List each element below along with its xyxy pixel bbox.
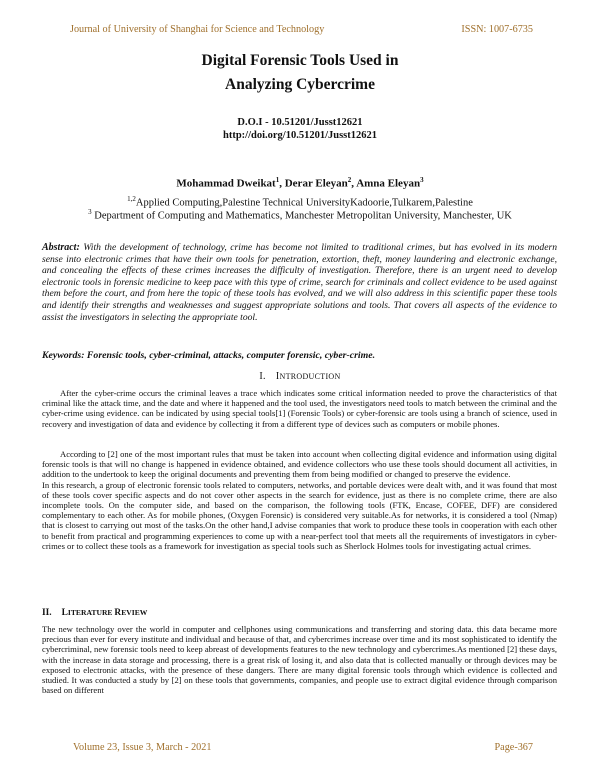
author-list: Mohammad Dweikat$^1$, Derar Eleyan$^2$, Amna Eleyan$^3$ <box>176 176 424 190</box>
abstract <box>42 242 557 323</box>
intro-paragraph-2 <box>42 449 557 551</box>
section-cap2: R <box>114 608 122 618</box>
section-number: II. <box>42 608 52 618</box>
volume-info: Volume 23, Issue 3, March - 2021 <box>73 742 212 753</box>
author-name: Mohammad Dweikat <box>176 177 276 190</box>
section-cap: L <box>61 608 68 618</box>
affiliation-text: Applied Computing,Palestine Technical UniversityKadoorie,Tulkarem,Palestine <box>135 197 473 209</box>
intro-paragraph-2b: In this research, a group of electronic forensic tools related to computers, networks, and portable devices were dealt with, and it was found that most of these tools cover specific aspects and do not cover other aspects in the search for evidence, just as there is no complete crime, there are also incomplete tools. On the computer side, and based on the comparison, the following tools (FTK, Encase, COFEE, DFF) are considered complementary to each other. As for mobile phones, (Oxygen Forensic) is considered very suitable.As for networks, it is considered a tool (Nmap) that is closest to carrying out most of the tasks.On the other hand,I advise companies that work to produce these tools in cooperation with each other to benefit from practical and programming experiences to come up with a near-perfect tool that meets all the requirements of investigators in cyber-crimes or to collect these tools as a framework for investigation as special tools such as Sherlock Holmes tools for investigating actual crimes. <box>42 479 557 551</box>
author-name: Derar Eleyan <box>284 177 348 190</box>
section-heading-literature-review <box>42 608 147 618</box>
affiliation-sup: 1,2 <box>127 195 136 203</box>
doi-id: D.O.I - 10.51201/Jusst12621 <box>237 117 363 128</box>
issn: ISSN: 1007-6735 <box>461 24 533 35</box>
section-heading-introduction <box>0 371 600 382</box>
intro-paragraph-2a: According to [2] one of the most important rules that must be taken into account when collecting digital evidence and information using digital forensic tools is that will no change is happened in evidence obtained, and evidence collectors who use these tools should document all activities, in addition to the undertook to keep the original documents and preventing them from being modified or changed to preserve the evidence. <box>42 449 557 480</box>
abstract-text: With the development of technology, crime has become not limited to traditional crimes, but has evolved in its modern sense into electronic crimes that have their own tools for penetration, extortion, theft, money laundering and electronic exchange, and concealing the effects of these crimes increases the difficulty of investigation. Therefore, there is an urgent need to develop electronic tools in forensic medicine to keep pace with this type of crime, search for criminals and collect evidence to be used against them before the court, and from here the topic of these tools has evolved, and we will also address in this scientific paper these tools and identify their strengths and weaknesses and suggest appropriate solutions and tools. That covers all aspects of the evidence to assist the investigators in selecting the appropriate tool. <box>42 242 558 323</box>
page-number: Page-367 <box>494 742 533 753</box>
paper-title-line2: Analyzing Cybercrime <box>225 76 375 93</box>
intro-paragraph-1: After the cyber-crime occurs the criminal leaves a trace which indicates some critical information needed to prove the characteristics of that criminal like the attack time, and the date and where it happened and the tool used, the investigators need tools to match between the criminal and the cyber-crime using evidence. can be indicated by using special tools[1] (Forensic Tools) or cyber-forensic are tools using a branch of science, used in recovery and investigation of data and evidence by collecting it from a different type of devices such as computers or mobile phones. <box>42 388 557 429</box>
author-name: Amna Eleyan <box>356 177 421 190</box>
affiliation-text: Department of Computing and Mathematics, Manchester Metropolitan University, Manchester, UK <box>94 210 512 222</box>
section-rest: NTRODUCTION <box>279 372 341 381</box>
section-number: I. <box>259 371 266 382</box>
author-sup: 1 <box>275 176 280 184</box>
author-sup: 2 <box>347 176 352 184</box>
affiliation-1 <box>0 195 600 209</box>
keywords: Keywords: Forensic tools, cyber-criminal, attacks, computer forensic, cyber-crime. <box>42 350 376 361</box>
section-rest2: EVIEW <box>121 608 148 617</box>
author-sup: 3 <box>420 176 424 184</box>
section-rest: ITERATURE <box>67 608 115 617</box>
doi-link[interactable]: http://doi.org/10.51201/Jusst12621 <box>222 130 377 141</box>
affiliation-sup: 3 <box>88 208 92 216</box>
section-cap: I <box>275 371 280 382</box>
journal-name: Journal of University of Shanghai for Science and Technology <box>70 24 325 35</box>
literature-paragraph: The new technology over the world in computer and cellphones using communications and transferring and storing data. this data became more precious than ever for every institute and individual and because of that, and cybercrimes increase over time and its most sophisticated to identify the cybercriminal, new forensic tools need to keep abreast of developments features to the new technology and cybercrimes.As mentioned [2] these days, with the increase in data storage and processing, there is a great risk of losing it, and also data that is collected manually or through devices may be exposed to electronic attacks, with the presence of these dangers. There are many digital forensic tools through which evidence is collected and studied. It was conducted a study by [2] on these tools that governments, companies, and people use to extract digital evidence through comparison based on different <box>42 624 557 696</box>
affiliation-2 <box>0 208 600 222</box>
paper-title-line1: Digital Forensic Tools Used in <box>201 52 399 69</box>
abstract-label: Abstract: <box>42 242 80 253</box>
